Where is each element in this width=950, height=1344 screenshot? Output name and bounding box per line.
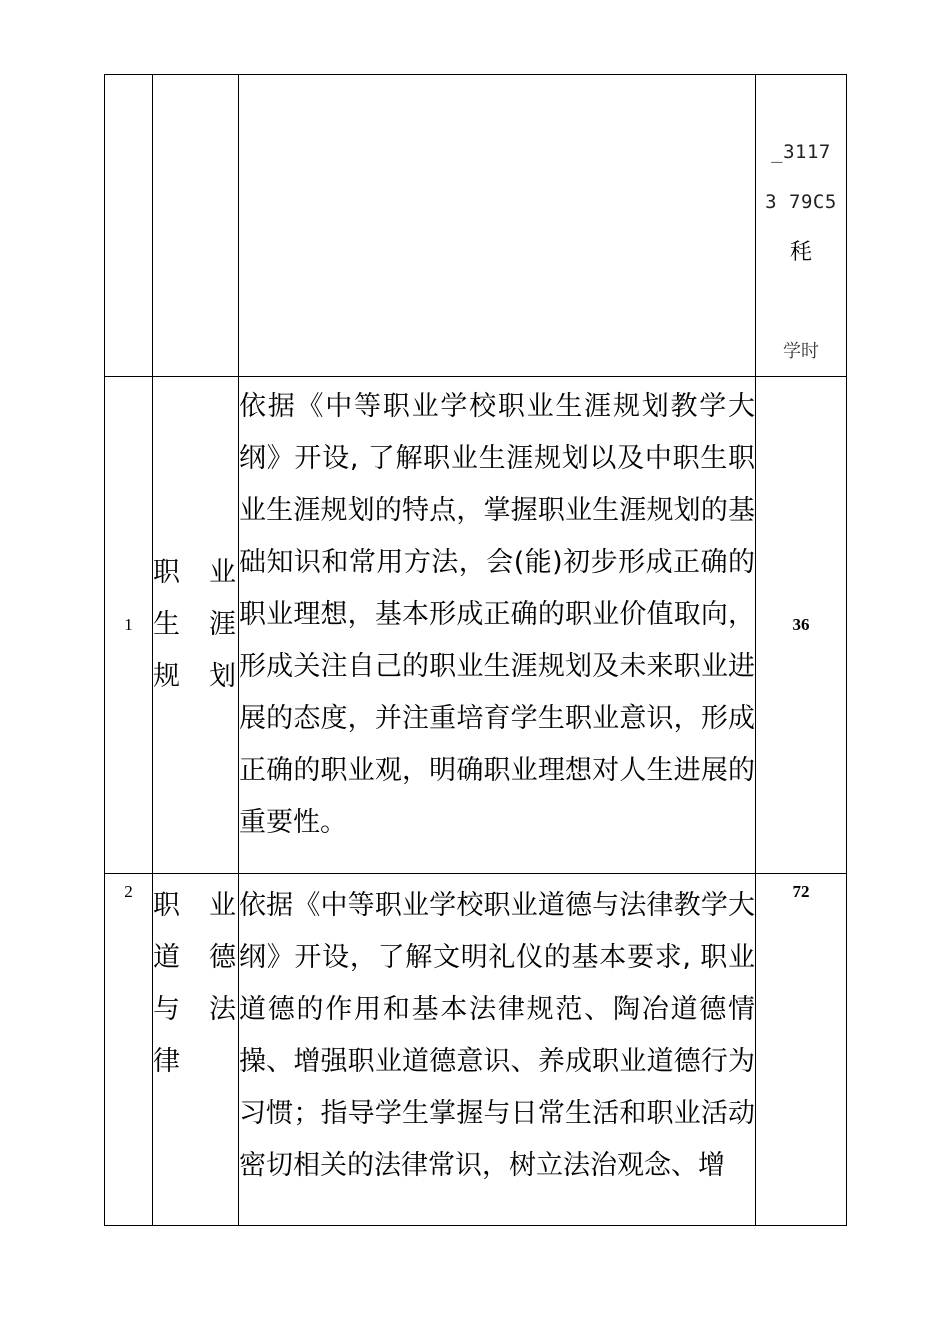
course-title: 职业道德与法律 (153, 874, 239, 1226)
row-index: 1 (105, 377, 153, 874)
table-row (105, 377, 847, 874)
header-cell-hours (756, 75, 847, 377)
header-code-line1: _3117 (771, 141, 831, 163)
header-hours-label: 学时 (783, 341, 819, 362)
course-description: 依据《中等职业学校职业生涯规划教学大纲》开设, 了解职业生涯规划以及中职生职业生涯规划的特点，掌握职业生涯规划的基础知识和常用方法，会(能)初步形成正确的职业理想，基本形成正确的职业价值取向，形成关注自己的职业生涯规划及未来职业进展的态度，并注重培育学生职业意识，形成正确的职业观，明确职业理想对人生进展的重要性。 (239, 377, 756, 874)
course-hours: 36 (756, 377, 847, 874)
course-description: 依据《中等职业学校职业道德与法律教学大纲》开设，了解文明礼仪的基本要求, 职业道德的作用和基本法律规范、陶冶道德情操、增强职业道德意识、养成职业道德行为习惯；指导学生掌握与日常生活和职业活动密切相关的法律常识，树立法治观念、增 (239, 874, 756, 1226)
row-index: 2 (105, 874, 153, 1226)
header-glyph: 秏 (789, 240, 812, 265)
table-header-row (105, 75, 847, 377)
course-title: 职业生涯规划 (153, 377, 239, 874)
header-cell-description (239, 75, 756, 377)
course-table (104, 74, 847, 1226)
course-hours: 72 (756, 874, 847, 1226)
header-code-line2: 3 79C5 (765, 191, 837, 213)
table-row (105, 874, 847, 1226)
header-cell-title (153, 75, 239, 377)
header-cell-index (105, 75, 153, 377)
